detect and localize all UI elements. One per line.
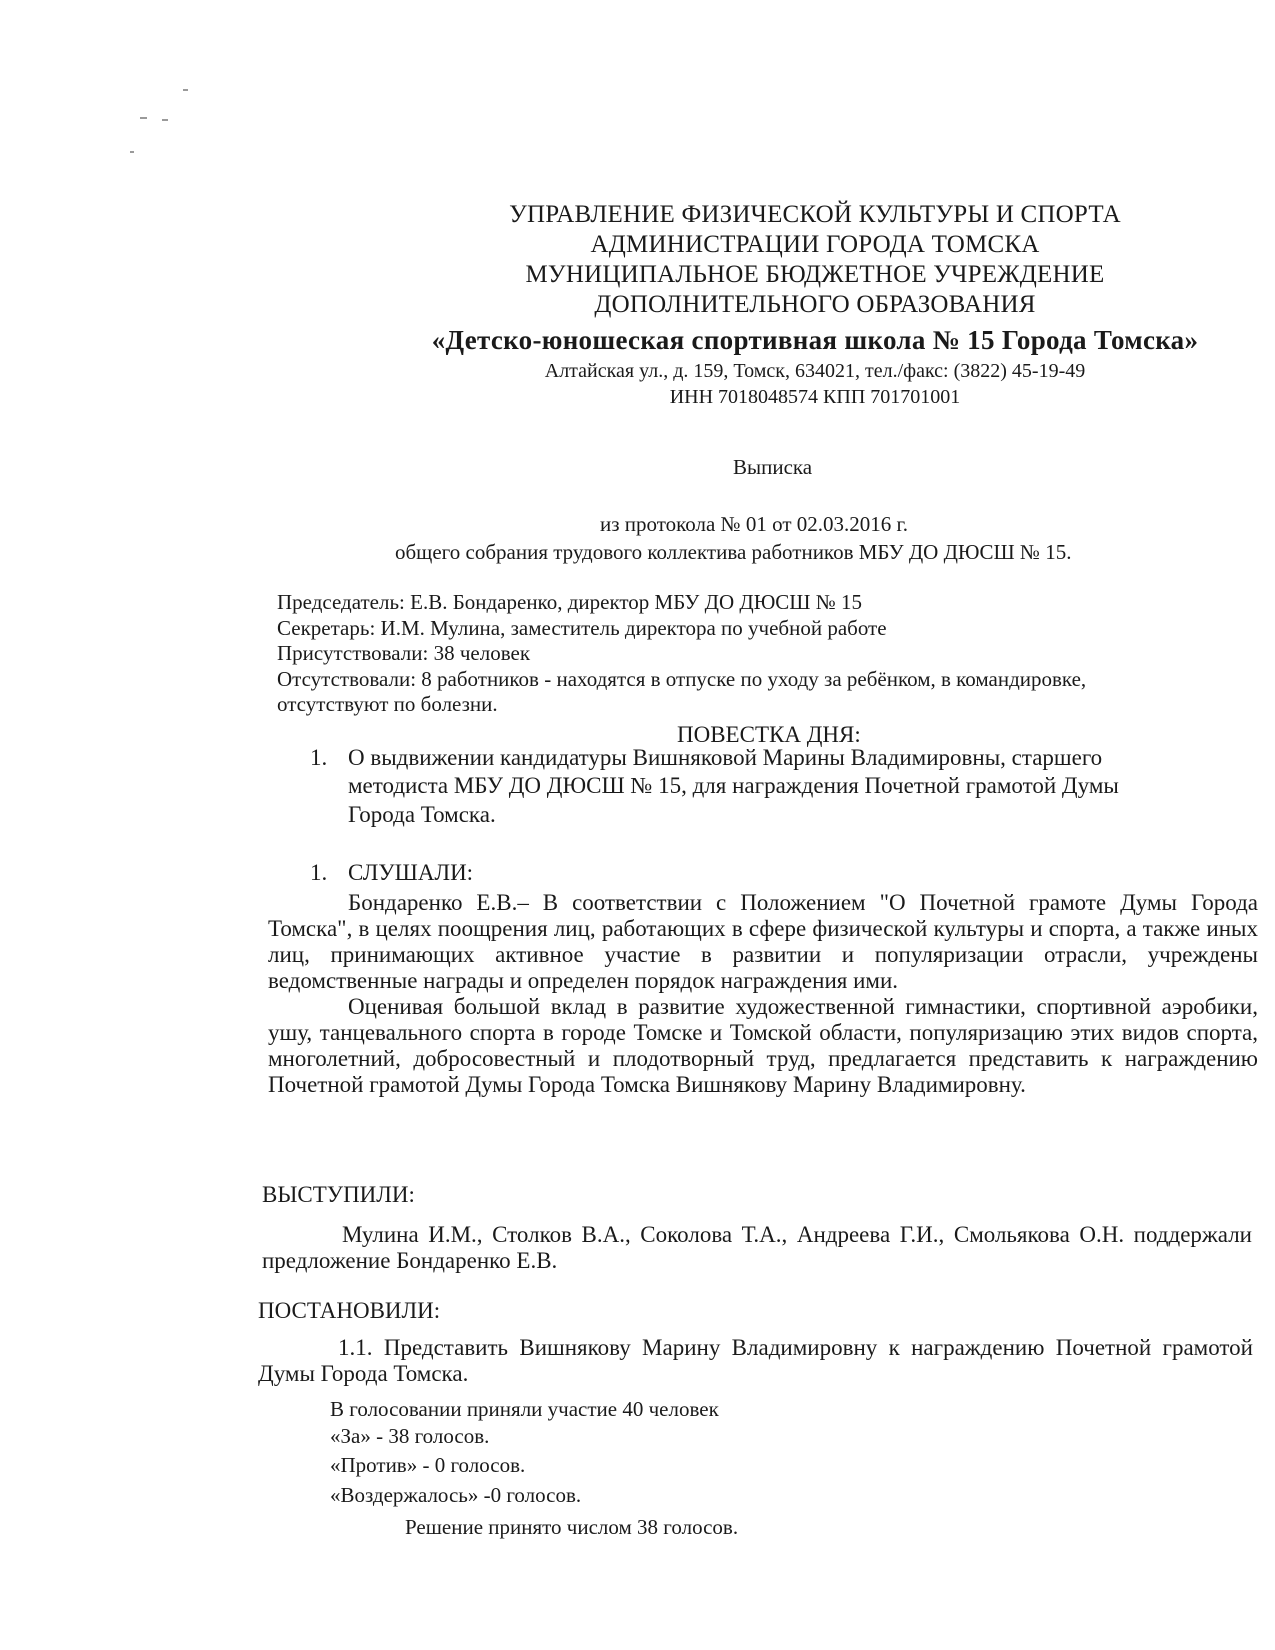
protocol-reference: из протокола № 01 от 02.03.2016 г. [600, 512, 908, 536]
spoke-heading: ВЫСТУПИЛИ: [262, 1182, 415, 1207]
header-line: ДОПОЛНИТЕЛЬНОГО ОБРАЗОВАНИЯ [594, 291, 1036, 318]
letterhead [380, 200, 1250, 410]
vote-participants: В голосовании приняли участие 40 человек [330, 1397, 719, 1421]
scan-speck [162, 119, 168, 121]
header-line: МУНИЦИПАЛЬНОЕ БЮДЖЕТНОЕ УЧРЕЖДЕНИЕ [525, 261, 1105, 288]
absent-info: Отсутствовали: 8 работников - находятся в отпуске по уходу за ребёнком, в командировке, [277, 667, 1087, 691]
scan-speck [140, 117, 147, 119]
vote-abstain: «Воздержалось» -0 голосов. [330, 1483, 582, 1507]
agenda-item-line: Города Томска. [348, 802, 496, 827]
absent-info-cont: отсутствуют по болезни. [277, 692, 498, 716]
school-name: «Детско-юношеская спортивная школа № 15 Города Томска» [431, 325, 1199, 355]
school-address: Алтайская ул., д. 159, Томск, 634021, тел./факс: (3822) 45-19-49 [544, 360, 1086, 382]
resolved-heading: ПОСТАНОВИЛИ: [258, 1298, 441, 1323]
agenda-item-line: О выдвижении кандидатуры Вишняковой Марины Владимировны, старшего [348, 745, 1103, 770]
chairman: Председатель: Е.В. Бондаренко, директор МБУ ДО ДЮСШ № 15 [277, 590, 863, 614]
present-count: Присутствовали: 38 человек [277, 641, 531, 665]
resolved-paragraph: 1.1. Представить Вишнякову Марину Владимировну к награждению Почетной грамотой Думы Города Томска. [258, 1335, 1253, 1386]
meeting-description: общего собрания трудового коллектива работников МБУ ДО ДЮСШ № 15. [395, 540, 1072, 564]
heard-heading: СЛУШАЛИ: [348, 860, 474, 885]
tax-ids: ИНН 7018048574 КПП 701701001 [669, 386, 961, 408]
document-title: Выписка [733, 455, 813, 479]
heard-paragraph: Бондаренко Е.В.– В соответствии с Положением "О Почетной грамоте Думы Города Томска", в целях поощрения лиц, работающих в сфере физической культуры и спорта, а также иных лиц, принимающих активное участие в развитии и популяризации отрасли, учреждены ведомственные награды и определен порядок награждения ими. [268, 890, 1258, 993]
agenda-item-line: методиста МБУ ДО ДЮСШ № 15, для награждения Почетной грамотой Думы [348, 773, 1119, 798]
scan-speck [183, 89, 188, 91]
heard-speech [268, 890, 1258, 1098]
heard-paragraph: Оценивая большой вклад в развитие художественной гимнастики, спортивной аэробики, ушу, танцевального спорта в городе Томске и Томской области, популяризацию этих видов спорта, многолетний, добросовестный и плодотворный труд, предлагается представить к награждению Почетной грамотой Думы Города Томска Вишнякову Марину Владимировну. [268, 994, 1258, 1097]
secretary: Секретарь: И.М. Мулина, заместитель директора по учебной работе [277, 616, 887, 640]
agenda-item-number: 1. [310, 745, 328, 770]
header-line: АДМИНИСТРАЦИИ ГОРОДА ТОМСКА [590, 231, 1040, 258]
spoke-text [262, 1222, 1252, 1274]
heard-number: 1. [310, 860, 328, 885]
spoke-paragraph: Мулина И.М., Столков В.А., Соколова Т.А., Андреева Г.И., Смольякова О.Н. поддержали предложение Бондаренко Е.В. [262, 1222, 1252, 1273]
agenda-heading: ПОВЕСТКА ДНЯ: [677, 722, 861, 747]
resolved-text [258, 1335, 1253, 1387]
scan-speck [130, 151, 134, 153]
vote-against: «Против» - 0 голосов. [330, 1453, 526, 1477]
vote-for: «За» - 38 голосов. [330, 1424, 490, 1448]
decision: Решение принято числом 38 голосов. [405, 1515, 739, 1539]
header-line: УПРАВЛЕНИЕ ФИЗИЧЕСКОЙ КУЛЬТУРЫ И СПОРТА [509, 201, 1121, 228]
